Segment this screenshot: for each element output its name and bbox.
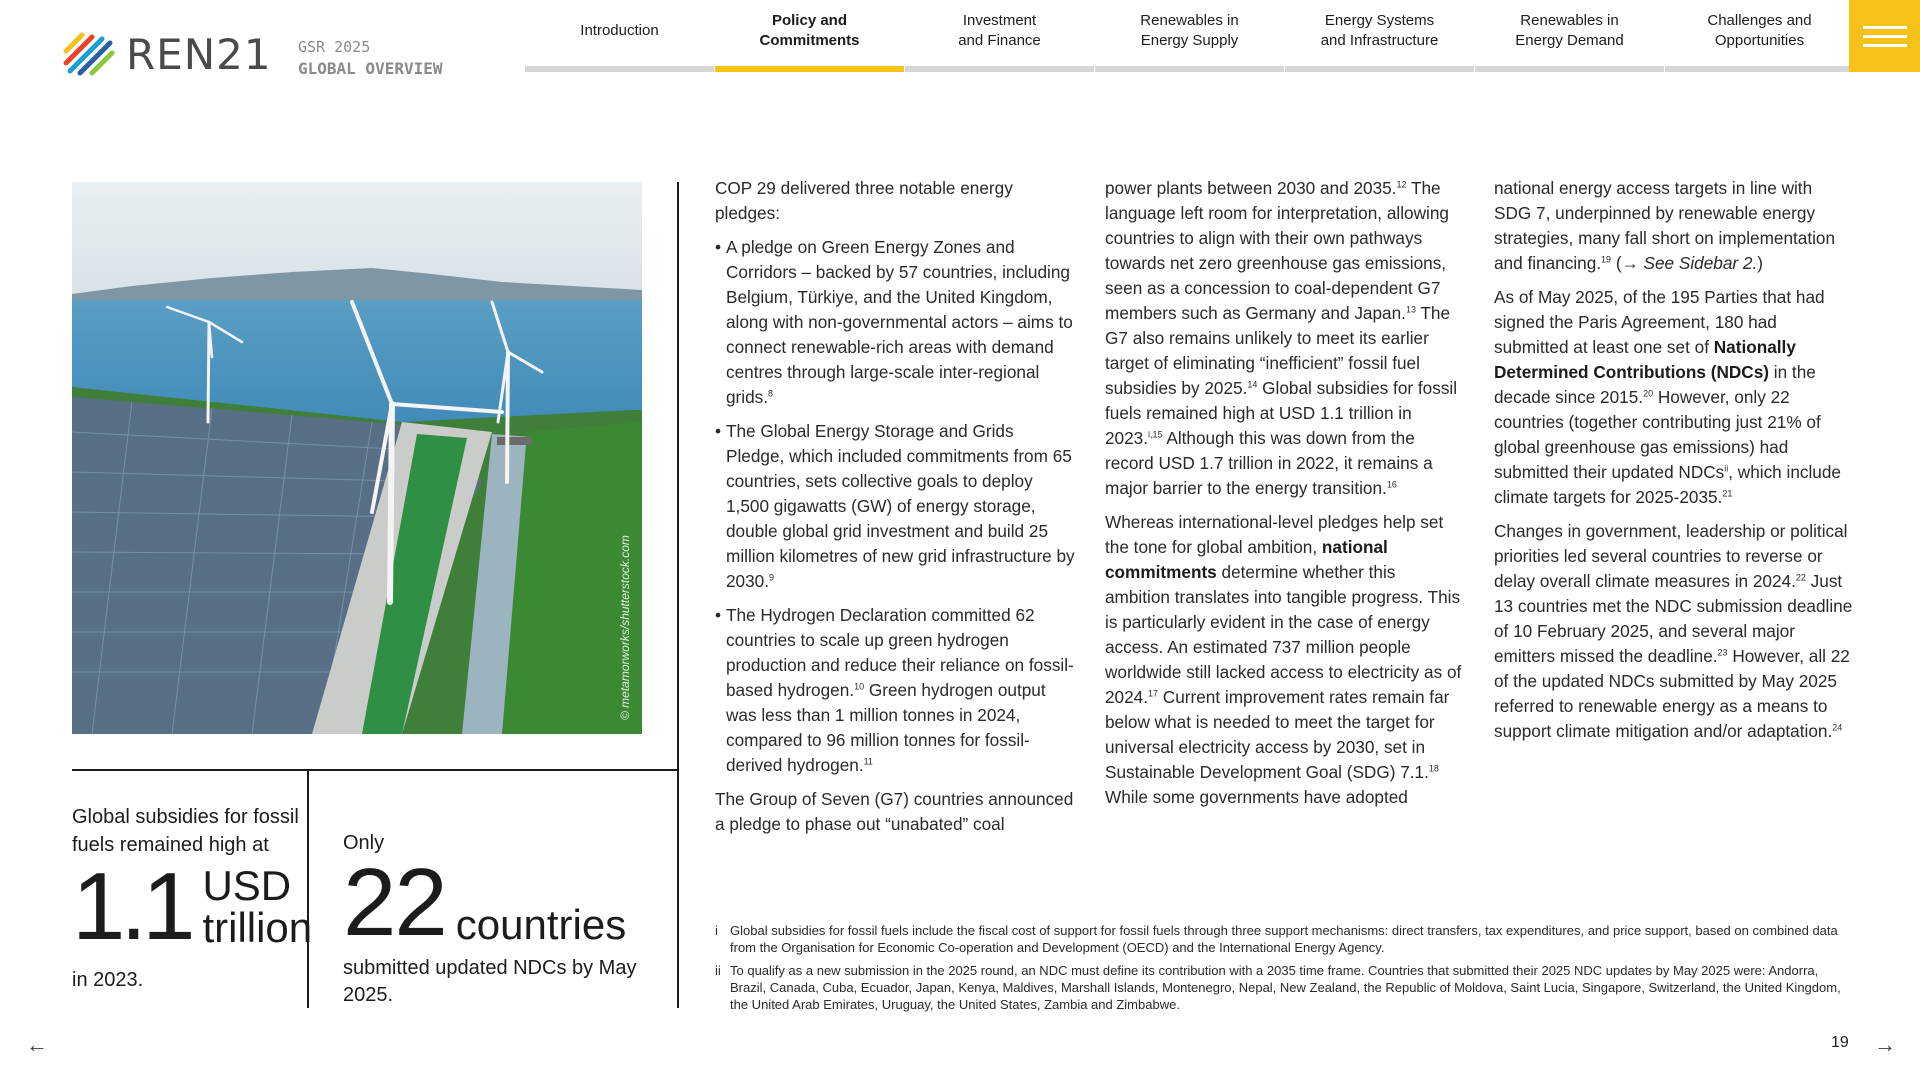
ref-12[interactable]: 12 <box>1396 179 1407 190</box>
chapter-nav <box>525 0 1855 72</box>
stat-unit-line: USD <box>202 862 292 909</box>
wind-solar-photo <box>72 182 642 734</box>
hamburger-icon-bar <box>1863 35 1907 38</box>
menu-button[interactable] <box>1849 0 1920 72</box>
paragraph: The Group of Seven (G7) countries announced a pledge to phase out “unabated” coal <box>715 789 1074 834</box>
tab-policy-and-commitments[interactable] <box>715 0 904 72</box>
bullet-green-energy-zones: • A pledge on Green Energy Zones and Corridors – backed by 57 countries, including Belgium, Türkiye, and the United Kingdom, along with non-governmental actors – aims to connect renewable-rich areas with demand centres through large-scale inter-regional grids.$^8$ <box>715 235 1075 410</box>
tab-renewables-in-energy-demand[interactable] <box>1475 0 1664 72</box>
paragraph: As of May 2025, of the 195 Parties that had signed the Paris Agreement, 180 had submitted at least one set of Nationally Determined Contributions (NDCs) in the decade since 2015.20 However, only 22 countries (together contributing just 21% of global greenhouse gas emissions) had submitted their updated NDCs$^{ii}$, which include climate targets for 2025-2035.21 <box>1494 287 1841 507</box>
paragraph: Changes in government, leadership or political priorities led several countries to reverse or delay overall climate measures in 2024.22 Just 13 countries met the NDC submission deadline of 10 February 2025, and several major emitters missed the deadline.$^{23}$ However, all 22 of the updated NDCs submitted by May 2025 referred to renewable energy as a means to support climate mitigation and/or adaptation.$^{24}$ <box>1494 521 1853 741</box>
bullet-storage-grids-pledge: • The Global Energy Storage and Grids Pledge, which included commitments from 65 countries, sets collective goals to deploy 1,500 gigawatts (GW) of energy storage, double global grid investment and build 25 million kilometres of new grid infrastructure by 2030.$^9$ <box>715 419 1075 594</box>
stats-divider <box>72 769 678 771</box>
tab-challenges-and-opportunities[interactable] <box>1665 0 1854 72</box>
ref-15[interactable]: i,15 <box>1148 429 1163 440</box>
footnote-text: Global subsidies for fossil fuels include the fiscal cost of support for fossil fuels through three support mechanisms: direct transfers, tax expenditures, and price support, based on combined data from the Organisation for Economic Co-operation and Development (OECD) and the International Energy Agency. <box>730 923 1838 955</box>
tab-label: Introduction <box>580 22 659 39</box>
tab-label: Energy Supply <box>1140 32 1239 49</box>
page-number: 19 <box>1831 1034 1849 1051</box>
stat-after: submitted updated NDCs by May 2025. <box>343 957 637 1006</box>
ref-24[interactable]: 24 <box>1832 722 1843 733</box>
ref-16[interactable]: 16 <box>1386 479 1397 490</box>
ref-14[interactable]: 14 <box>1247 379 1258 390</box>
ref-10[interactable]: 10 <box>854 681 865 692</box>
tab-label: Renewables in <box>1140 12 1239 29</box>
report-line-1: GSR 2025 <box>298 38 371 56</box>
text-column-2 <box>1105 176 1465 819</box>
ref-18[interactable]: 18 <box>1428 763 1439 774</box>
ref-22[interactable]: 22 <box>1795 572 1806 583</box>
tab-label: Energy Systems <box>1324 12 1435 29</box>
report-line-2: GLOBAL OVERVIEW <box>298 59 443 78</box>
tab-label: and Finance <box>958 32 1041 49</box>
wind-farm-illustration <box>72 182 642 734</box>
text-column-3 <box>1494 176 1854 753</box>
logo-text: REN21 <box>126 30 272 79</box>
paragraph: COP 29 delivered three notable energy pledges: <box>715 178 1013 223</box>
ref-ii[interactable]: ii <box>1724 463 1729 474</box>
next-page-arrow-icon[interactable]: → <box>1874 1032 1896 1057</box>
tab-investment-and-finance[interactable] <box>905 0 1094 72</box>
footnote-ii <box>715 962 1845 1013</box>
ref-23[interactable]: 23 <box>1717 647 1728 658</box>
bold-term: Nationally Determined Contributions (NDCs) <box>1494 337 1796 382</box>
footnotes <box>715 922 1845 1019</box>
sidebar-link[interactable]: See Sidebar 2. <box>1643 253 1758 273</box>
tab-label: Commitments <box>759 32 860 49</box>
prev-page-arrow-icon[interactable]: ← <box>26 1032 48 1057</box>
ref-19[interactable]: 19 <box>1601 254 1612 265</box>
paragraph: power plants between 2030 and 2035.12 The language left room for interpretation, allowing countries to align with their own pathways towards net zero greenhouse gas emissions, seen as a concession to coal-dependent G7 members such as Germany and Japan.$^{13}$ The G7 also remains unlikely to meet its earlier target of eliminating “inefficient” fossil fuel subsidies by 2025.14 Global subsidies for fossil fuels remained high at USD 1.1 trillion in 2023.$^{i,15}$ Although this was down from the record USD 1.7 trillion in 2022, it remains a major barrier to the energy transition.$^{16}$ <box>1105 178 1458 498</box>
stat-intro: Only <box>343 832 385 854</box>
bold-term: national commitments <box>1105 537 1388 582</box>
ref-11[interactable]: 11 <box>863 756 873 767</box>
tab-label: Renewables in <box>1520 12 1619 29</box>
ref-8[interactable]: 8 <box>768 388 774 399</box>
tab-renewables-in-energy-supply[interactable] <box>1095 0 1284 72</box>
tab-label: Policy and <box>771 12 847 29</box>
report-title <box>298 38 443 78</box>
ref-20[interactable]: 20 <box>1643 388 1654 399</box>
paragraph: national energy access targets in line with SDG 7, underpinned by renewable energy strategies, many fall short on implementation and financing.$^{19}$ (→ See Sidebar 2.) <box>1494 178 1836 273</box>
tab-label: Challenges and <box>1707 12 1812 29</box>
bullet-hydrogen-declaration: • The Hydrogen Declaration committed 62 countries to scale up green hydrogen production and reduce their reliance on fossil-based hydrogen.$^{10}$ Green hydrogen output was less than 1 million tonnes in 2024, compared to 96 million tonnes for fossil-derived hydrogen.$^{11}$ <box>715 603 1075 778</box>
hamburger-icon-bar <box>1863 44 1907 47</box>
stat-number: 22 <box>343 849 446 956</box>
column-divider <box>677 182 679 1008</box>
subsidies-stat <box>72 803 313 992</box>
tab-label: Opportunities <box>1714 32 1805 49</box>
ren21-logo[interactable] <box>62 30 272 79</box>
tab-label: Energy Demand <box>1515 32 1624 49</box>
stat-intro: Global subsidies for fossil fuels remained high at <box>72 806 299 856</box>
tab-label: Investment <box>962 12 1037 29</box>
ref-17[interactable]: 17 <box>1148 688 1159 699</box>
tab-label: and Infrastructure <box>1320 32 1439 49</box>
footnote-marker: ii <box>715 963 721 978</box>
ren21-logo-icon <box>62 31 116 79</box>
footnote-text: To qualify as a new submission in the 2025 round, an NDC must define its contribution with a 2035 time frame. Countries that submitted their 2025 NDC updates by May 2025 were: Andorra, Brazil, Canada, Cuba, Ecuador, Japan, Kenya, Maldives, Marshall Islands, Montenegro, Nepal, New Zealand, the Republic of Moldova, Saint Lucia, Singapore, Switzerland, the United Kingdom, the United Arab Emirates, Uruguay, the United States, Zambia and Zimbabwe. <box>730 963 1841 1012</box>
paragraph: Whereas international-level pledges help set the tone for global ambition, national commitments determine whether this ambition translates into tangible progress. This is particularly evident in the case of energy access. An estimated 737 million people worldwide still lacked access to electricity as of 2024.17 Current improvement rates remain far below what is needed to meet the target for universal electricity access by 2030, set in Sustainable Development Goal (SDG) 7.1.18 While some governments have adopted <box>1105 512 1462 807</box>
stat-unit-line: trillion <box>202 904 313 951</box>
footnote-marker: i <box>715 923 718 938</box>
ndc-stat <box>343 829 643 1009</box>
ref-9[interactable]: 9 <box>769 572 775 583</box>
tab-introduction[interactable] <box>525 0 714 72</box>
footnote-i <box>715 922 1845 956</box>
stat-unit <box>202 862 313 951</box>
tab-energy-systems-and-infrastructure[interactable] <box>1285 0 1474 72</box>
photo-credit: © metamorworks/shutterstock.com <box>618 535 632 720</box>
text-column-1 <box>715 176 1075 846</box>
stat-after: in 2023. <box>72 969 144 991</box>
hamburger-icon-bar <box>1863 26 1907 29</box>
ref-21[interactable]: 21 <box>1722 488 1733 499</box>
ref-13[interactable]: 13 <box>1405 304 1416 315</box>
stat-number: 1.1 <box>72 853 191 960</box>
stat-unit: countries <box>455 901 627 948</box>
